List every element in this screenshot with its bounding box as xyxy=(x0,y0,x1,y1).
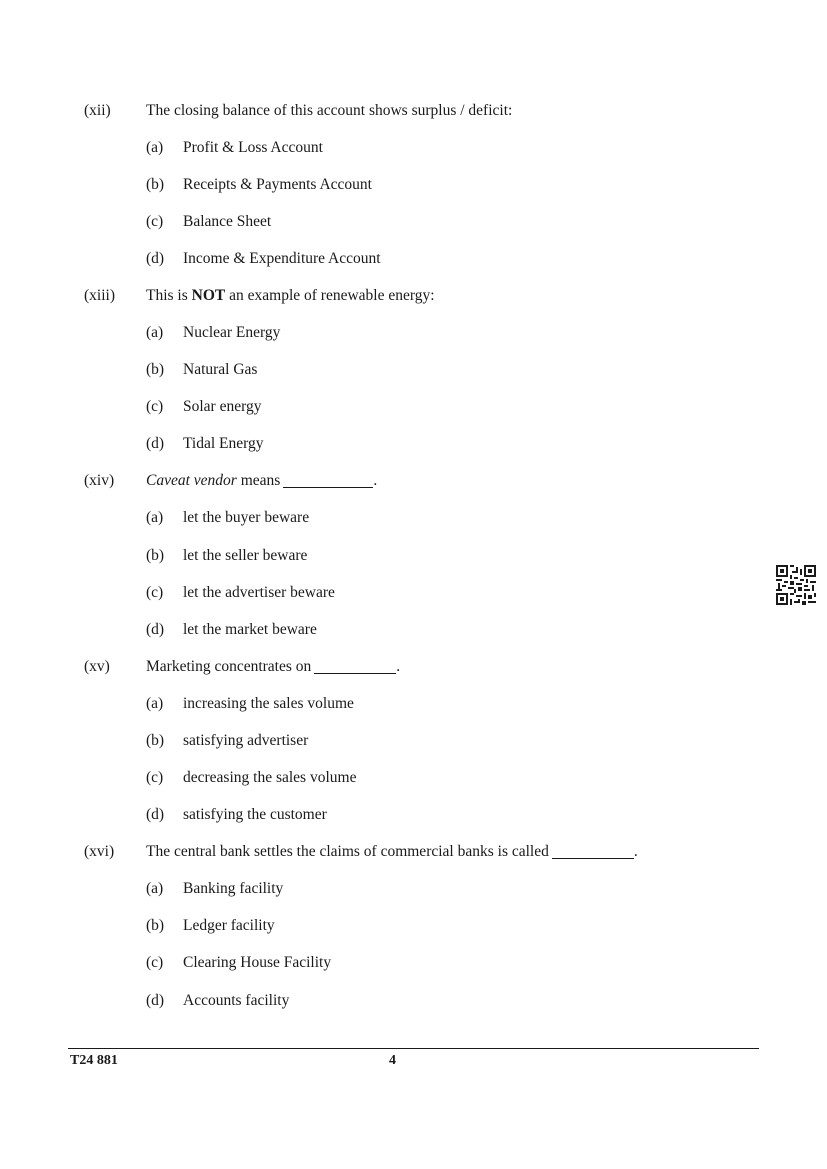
option-text: satisfying advertiser xyxy=(183,732,309,749)
question-text-rest: means xyxy=(236,472,281,489)
option-label: (d) xyxy=(146,435,165,452)
option-xii-a xyxy=(0,138,827,158)
option-text: Receipts & Payments Account xyxy=(183,176,372,193)
option-label: (a) xyxy=(146,139,164,156)
question-text-start: This is xyxy=(146,287,192,304)
option-text: Solar energy xyxy=(183,398,262,415)
option-label: (a) xyxy=(146,509,164,526)
option-xii-d xyxy=(0,249,827,269)
option-text: Clearing House Facility xyxy=(183,954,332,971)
option-xv-d xyxy=(0,805,827,825)
paper-code: T24 881 xyxy=(70,1053,118,1068)
question-text-period: . xyxy=(633,843,638,860)
option-text: Tidal Energy xyxy=(183,435,264,452)
option-text: Accounts facility xyxy=(183,992,290,1009)
question-text xyxy=(146,657,400,677)
option-xv-b xyxy=(0,731,827,751)
option-xvi-c xyxy=(0,953,827,973)
option-text: Profit & Loss Account xyxy=(183,139,323,156)
footer-divider xyxy=(68,1048,759,1049)
question-text-end: an example of renewable energy: xyxy=(225,287,435,304)
option-text: Natural Gas xyxy=(183,361,258,378)
option-xv-a xyxy=(0,694,827,714)
question-number: (xiii) xyxy=(84,287,115,304)
option-label: (a) xyxy=(146,880,164,897)
question-number: (xvi) xyxy=(84,843,115,860)
option-label: (d) xyxy=(146,250,165,267)
option-xv-c xyxy=(0,768,827,788)
question-number: (xiv) xyxy=(84,472,115,489)
option-xvi-b xyxy=(0,916,827,936)
option-text: satisfying the customer xyxy=(183,806,327,823)
option-label: (d) xyxy=(146,806,165,823)
option-label: (c) xyxy=(146,584,164,601)
question-text-italic: Caveat vendor xyxy=(146,472,237,489)
option-text: Balance Sheet xyxy=(183,213,272,230)
option-label: (c) xyxy=(146,398,164,415)
question-text-main: Marketing concentrates on xyxy=(146,658,312,675)
question-number: (xii) xyxy=(84,102,111,119)
option-text: increasing the sales volume xyxy=(183,695,354,712)
question-text-period: . xyxy=(396,658,401,675)
answer-blank xyxy=(283,471,373,488)
option-xii-b xyxy=(0,175,827,195)
question-text: The closing balance of this account shows surplus / deficit: xyxy=(146,102,513,119)
answer-blank xyxy=(552,842,634,859)
option-text: let the seller beware xyxy=(183,547,308,564)
option-label: (c) xyxy=(146,954,164,971)
question-text xyxy=(146,471,377,491)
option-label: (b) xyxy=(146,361,165,378)
option-text: let the buyer beware xyxy=(183,509,310,526)
option-xvi-a xyxy=(0,879,827,899)
answer-blank xyxy=(314,657,396,674)
option-label: (b) xyxy=(146,917,165,934)
option-xiv-c xyxy=(0,583,827,603)
question-text-period: . xyxy=(373,472,378,489)
option-label: (d) xyxy=(146,621,165,638)
option-label: (b) xyxy=(146,176,165,193)
page-number: 4 xyxy=(389,1053,396,1068)
option-text: let the advertiser beware xyxy=(183,584,335,601)
option-label: (b) xyxy=(146,547,165,564)
qr-code-icon xyxy=(776,565,816,605)
option-label: (c) xyxy=(146,769,164,786)
option-label: (b) xyxy=(146,732,165,749)
option-xiv-a xyxy=(0,508,827,528)
option-text: Banking facility xyxy=(183,880,284,897)
question-text xyxy=(146,842,638,862)
option-text: decreasing the sales volume xyxy=(183,769,357,786)
option-xiii-d xyxy=(0,434,827,454)
question-text-emphasis: NOT xyxy=(191,287,226,304)
option-text: Nuclear Energy xyxy=(183,324,281,341)
question-number: (xv) xyxy=(84,658,110,675)
option-text: let the market beware xyxy=(183,621,317,638)
option-text: Ledger facility xyxy=(183,917,275,934)
option-label: (a) xyxy=(146,695,164,712)
option-xiv-b xyxy=(0,546,827,566)
option-label: (a) xyxy=(146,324,164,341)
option-text: Income & Expenditure Account xyxy=(183,250,381,267)
option-xiii-b xyxy=(0,360,827,380)
question-text-main: The central bank settles the claims of commercial banks is called xyxy=(146,843,549,860)
option-label: (d) xyxy=(146,992,165,1009)
option-xvi-d xyxy=(0,991,827,1011)
option-label: (c) xyxy=(146,213,164,230)
question-text xyxy=(146,286,435,306)
option-xiv-d xyxy=(0,620,827,640)
option-xiii-c xyxy=(0,397,827,417)
option-xiii-a xyxy=(0,323,827,343)
option-xii-c xyxy=(0,212,827,232)
